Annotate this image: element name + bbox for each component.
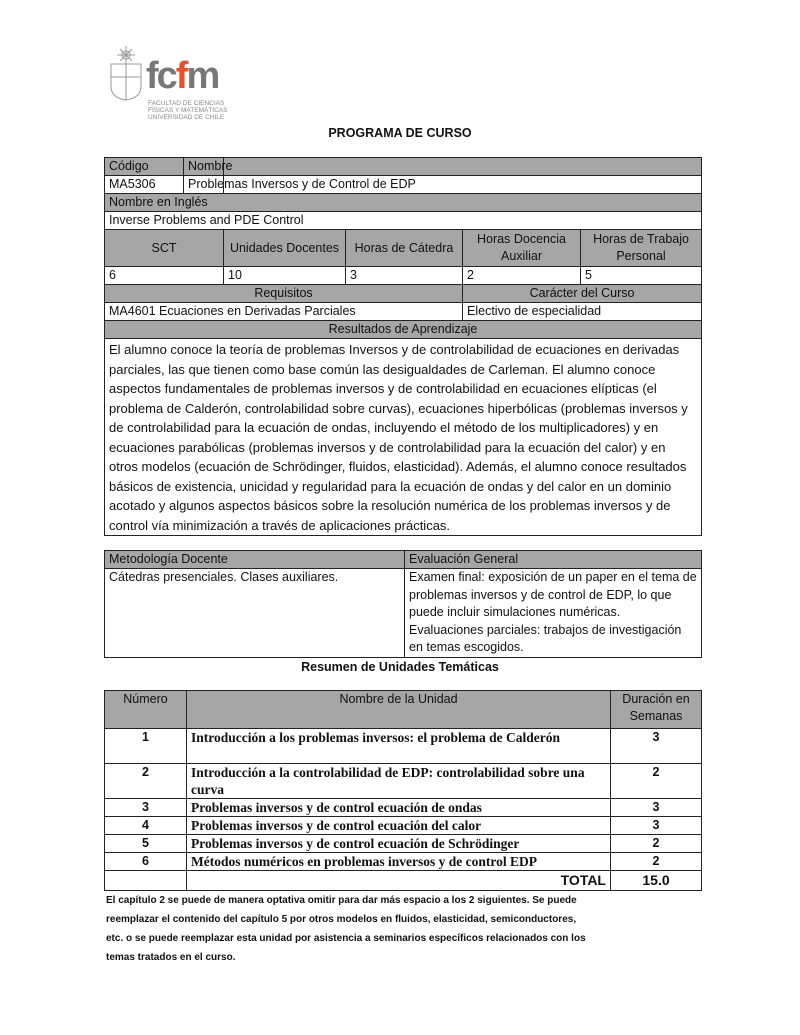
methodology-table	[104, 550, 702, 658]
faculty-line: FACULTAD DE CIENCIAS	[148, 100, 225, 107]
numero-header: Número	[105, 691, 187, 729]
units-title: Resumen de Unidades Temáticas	[301, 660, 499, 674]
metodologia-value: Cátedras presenciales. Clases auxiliares.	[105, 569, 405, 658]
unit-name: Introducción a la controlabilidad de EDP: controlabilidad sobre una curva	[187, 764, 611, 799]
faculty-name	[148, 100, 227, 121]
unit-row	[105, 853, 702, 871]
catedra-header: Horas de Cátedra	[346, 230, 463, 267]
catedra-value: 3	[346, 267, 463, 285]
unit-name: Problemas inversos y de control ecuación de ondas	[187, 799, 611, 817]
total-label: TOTAL	[187, 871, 611, 891]
personal-header: Horas de Trabajo Personal	[581, 230, 702, 267]
nombre-label-text: Nombre	[183, 158, 232, 175]
unit-weeks: 2	[611, 853, 702, 871]
university-seal-logo	[108, 46, 144, 102]
codigo-label: Código	[105, 158, 224, 176]
nombre-unidad-header: Nombre de la Unidad	[187, 691, 611, 729]
empty-cell	[105, 871, 187, 891]
units-note: El capítulo 2 se puede de manera optativa omitir para dar más espacio a los 2 siguientes. Se puede reemplazar el contenido del capítulo 5 por otros modelos en fluidos, elasticidad, semiconductores, etc. o se puede reemplazar esta unidad por asistencia a seminarios específicos relacionados con los temas tratados en el curso.	[106, 895, 586, 963]
unit-name: Introducción a los problemas inversos: el problema de Calderón	[187, 729, 611, 764]
unit-weeks: 3	[611, 817, 702, 835]
total-value: 15.0	[611, 871, 702, 891]
unit-number: 2	[105, 764, 187, 799]
unit-number: 5	[105, 835, 187, 853]
page-title: PROGRAMA DE CURSO	[328, 126, 472, 140]
codigo-text: MA5306	[109, 177, 156, 191]
unit-weeks: 3	[611, 729, 702, 764]
total-row	[105, 871, 702, 891]
nombre-value	[188, 176, 702, 194]
resultados-label: Resultados de Aprendizaje	[105, 321, 702, 339]
sct-value: 6	[105, 267, 224, 285]
unit-name: Problemas inversos y de control ecuación del calor	[187, 817, 611, 835]
ingles-value: Inverse Problems and PDE Control	[105, 212, 702, 230]
unit-number: 4	[105, 817, 187, 835]
unit-weeks: 2	[611, 835, 702, 853]
faculty-line: FÍSICAS Y MATEMÁTICAS	[148, 107, 228, 114]
metodologia-label: Metodología Docente	[105, 551, 405, 569]
evaluacion-value: Examen final: exposición de un paper en el tema de problemas inversos y de control de EDP, lo que puede incluir simulaciones numéricas. Evaluaciones parciales: trabajos de investigación en temas escogidos.	[405, 569, 702, 658]
unit-name: Problemas inversos y de control ecuación de Schrödinger	[187, 835, 611, 853]
nombre-label	[188, 158, 702, 176]
course-info-table	[104, 157, 702, 536]
unit-row	[105, 835, 702, 853]
caracter-label: Carácter del Curso	[463, 285, 702, 303]
unidades-value: 10	[224, 267, 346, 285]
nombre-text: Problemas Inversos y de Control de EDP	[183, 176, 416, 193]
unit-number: 1	[105, 729, 187, 764]
ingles-label: Nombre en Inglés	[105, 194, 702, 212]
caracter-value: Electivo de especialidad	[463, 303, 702, 321]
unit-row	[105, 764, 702, 799]
requisitos-label: Requisitos	[105, 285, 463, 303]
fcfm-logo: fcfm	[146, 55, 219, 97]
unit-name: Métodos numéricos en problemas inversos y de control EDP	[187, 853, 611, 871]
personal-value: 5	[581, 267, 702, 285]
unit-weeks: 2	[611, 764, 702, 799]
unit-number: 6	[105, 853, 187, 871]
duracion-header: Duración en Semanas	[611, 691, 702, 729]
unit-weeks: 3	[611, 799, 702, 817]
unit-row	[105, 729, 702, 764]
unit-row	[105, 799, 702, 817]
auxiliar-value: 2	[463, 267, 581, 285]
requisitos-value: MA4601 Ecuaciones en Derivadas Parciales	[105, 303, 463, 321]
sct-header: SCT	[105, 230, 224, 267]
resultados-text: El alumno conoce la teoría de problemas Inversos y de controlabilidad de ecuaciones en derivadas parciales, las que tienen como base común las desigualdades de Carleman. El alumno conoce aspectos fundamentales de problemas inversos y de controlabilidad en ecuaciones elípticas (el problema de Calderón, controlabilidad sobre curvas), ecuaciones hiperbólicas (problemas inversos y de controlabilidad para la ecuación de ondas, incluyendo el método de los multiplicadores) y en ecuaciones parabólicas (problemas inversos y de controlabilidad para la ecuación del calor) y en otros modelos (ecuación de Schrödinger, fluidos, elasticidad). Además, el alumno conoce resultados básicos de existencia, unicidad y regularidad para la ecuación de ondas y del calor en un dominio acotado y algunos aspectos básicos sobre la resolución numérica de los problemas inversos y de control vía minimización a través de aplicaciones prácticas.	[105, 339, 702, 536]
unit-number: 3	[105, 799, 187, 817]
units-table	[104, 690, 702, 891]
evaluacion-label: Evaluación General	[405, 551, 702, 569]
auxiliar-header: Horas Docencia Auxiliar	[463, 230, 581, 267]
unit-row	[105, 817, 702, 835]
faculty-line: UNIVERSIDAD DE CHILE	[148, 114, 225, 121]
unidades-header: Unidades Docentes	[224, 230, 346, 267]
